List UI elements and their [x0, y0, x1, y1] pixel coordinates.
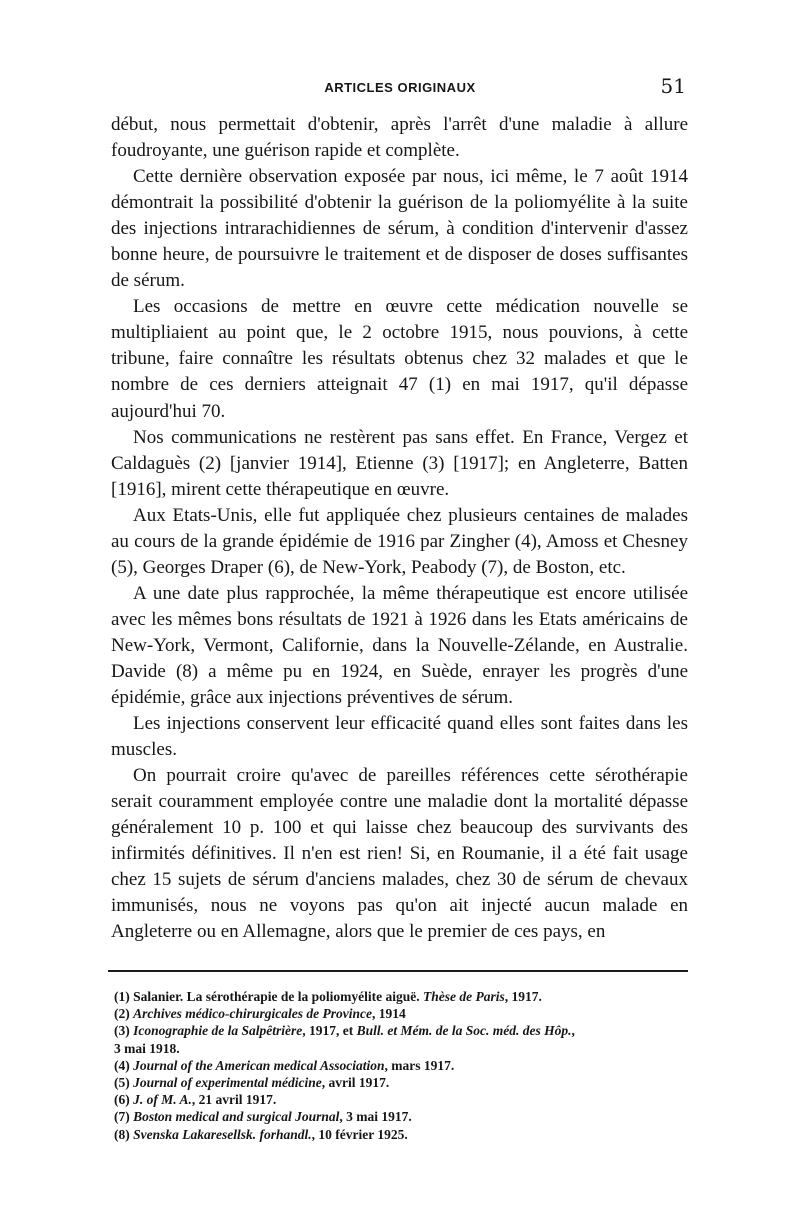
paragraph-5: Aux Etats-Unis, elle fut appliquée chez plusieurs centaines de malades au cours de la grande épidémie de 1916 par Zingher (4), Amoss et Chesney (5), Georges Draper (6), de New-York, Peabody (7), de Boston, etc.: [111, 504, 688, 578]
paragraph-3: Les occasions de mettre en œuvre cette médication nouvelle se multipliaient au point que, le 2 octobre 1915, nous pouvions, à cette tribune, faire connaître les résultats obtenus chez 32 malades et que le nombre de ces derniers atteignait 47 (1) en mai 1917, qu'il dépasse aujourd'hui 70.: [111, 296, 688, 422]
body-text: [111, 112, 688, 946]
footnote-1: (1) Salanier. La sérothérapie de la poliomyélite aiguë. Thèse de Paris, 1917.: [114, 989, 542, 1004]
paragraph-4: Nos communications ne restèrent pas sans effet. En France, Vergez et Caldaguès (2) [janvier 1914], Etienne (3) [1917]; en Angleterre, Batten [1916], mirent cette thérapeutique en œuvre.: [111, 426, 688, 500]
footnote-8: (8) Svenska Lakaresellsk. forhandl., 10 février 1925.: [114, 1126, 408, 1142]
footnote-6: (6) J. of M. A., 21 avril 1917.: [114, 1092, 277, 1108]
paragraph-8: On pourrait croire qu'avec de pareilles références cette sérothérapie serait couramment employée contre une maladie dont la mortalité dépasse généralement 10 p. 100 et qui laisse chez beaucoup des survivants des infirmités définitives. Il n'en est rien! Si, en Roumanie, il a été fait usage chez 15 sujets de sérum d'anciens malades, chez 30 de sérum de chevaux immunisés, nous ne voyons pas qu'on ait injecté aucun malade en Angleterre ou en Allemagne, alors que le premier de ces pays, en: [111, 765, 688, 943]
footnote-5: (5) Journal of experimental médicine, avril 1917.: [114, 1075, 390, 1091]
footnote-divider: [108, 970, 688, 972]
running-title: ARTICLES ORIGINAUX: [324, 80, 476, 95]
page-number: 51: [660, 74, 686, 98]
footnotes: [114, 988, 694, 1143]
paragraph-6: A une date plus rapprochée, la même thérapeutique est encore utilisée avec les mêmes bons résultats de 1921 à 1926 dans les Etats américains de New-York, Vermont, Californie, dans la Nouvelle-Zélande, en Australie. Davide (8) a même pu en 1924, en Suède, enrayer les progrès d'une épidémie, grâce aux injections préventives de sérum.: [111, 582, 688, 709]
footnote-4: (4) Journal of the American medical Association, mars 1917.: [114, 1057, 455, 1073]
paragraph-1: début, nous permettait d'obtenir, après l'arrêt d'une maladie à allure foudroyante, une guérison rapide et complète.: [111, 114, 688, 162]
footnote-2: (2) Archives médico-chirurgicales de Province, 1914: [114, 1006, 406, 1022]
footnote-7: (7) Boston medical and surgical Journal, 3 mai 1917.: [114, 1109, 412, 1125]
paragraph-7: Les injections conservent leur efficacité quand elles sont faites dans les muscles.: [111, 713, 688, 761]
footnote-3: (3) Iconographie de la Salpêtrière, 1917, et Bull. et Mém. de la Soc. méd. des Hôp., 3 mai 1918.: [114, 1023, 575, 1056]
paragraph-2: Cette dernière observation exposée par nous, ici même, le 7 août 1914 démontrait la possibilité d'obtenir la guérison de la poliomyélite à la suite des injections intrarachidiennes de sérum, à condition d'intervenir d'assez bonne heure, de poursuivre le traitement et de disposer de doses suffisantes de sérum.: [111, 166, 688, 292]
